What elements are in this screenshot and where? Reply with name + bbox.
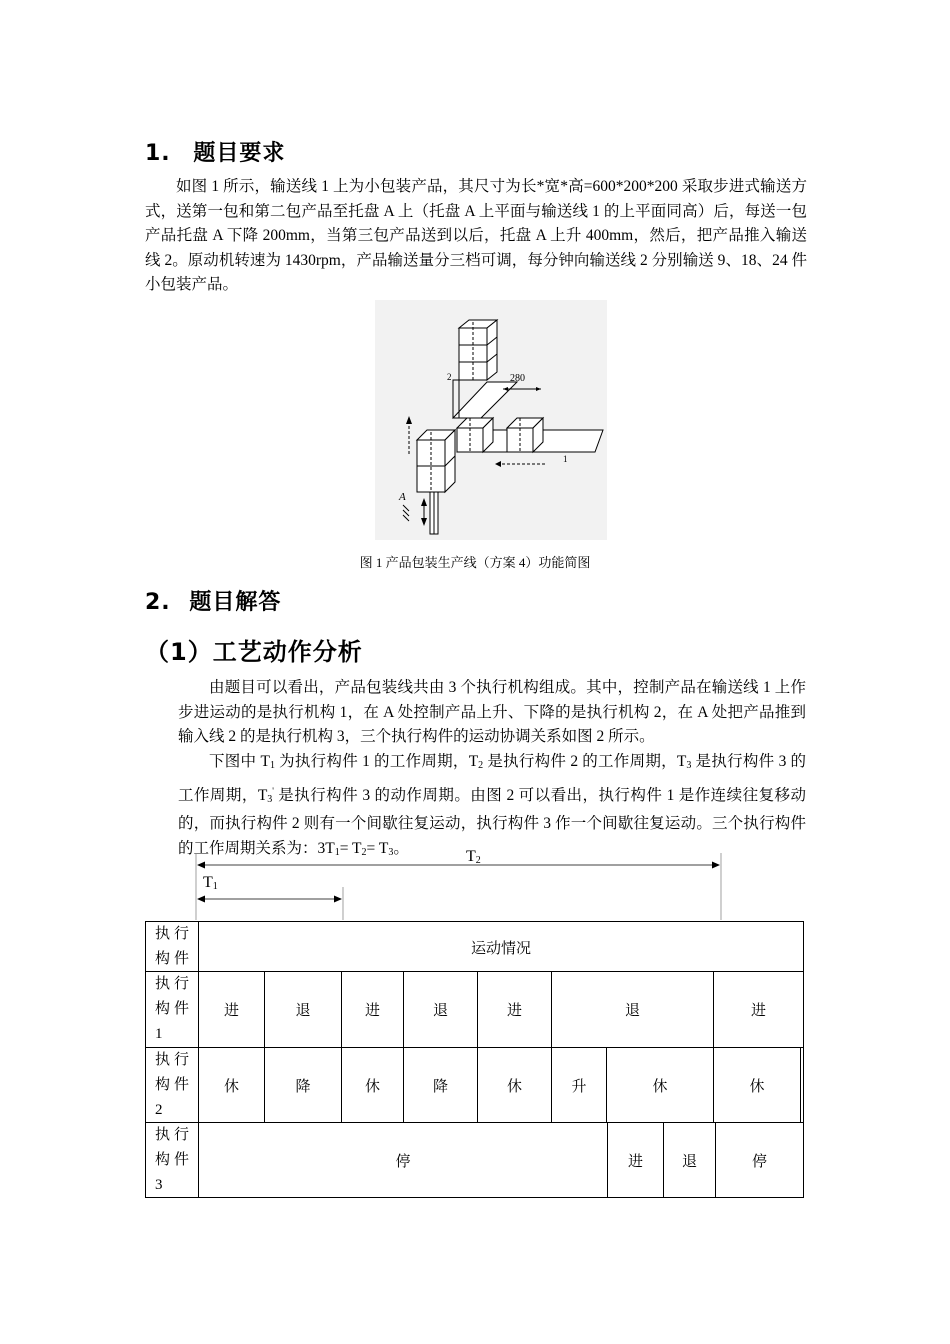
subsection-1-heading: （1）工艺动作分析 <box>145 638 363 666</box>
cell-r3-c2: 进 <box>627 1154 643 1170</box>
cell-r2-c2: 降 <box>295 1078 311 1095</box>
cell-r1-c6: 退 <box>624 1003 640 1019</box>
cell-r1-c2: 退 <box>295 1003 311 1019</box>
cell-r1-c1: 进 <box>223 1003 239 1019</box>
section-1-number: 1. <box>145 141 171 166</box>
table-row-component-1: 执行构件 1 <box>155 976 194 1042</box>
line-2-label: 2 <box>447 372 452 382</box>
dimension-280: 280 <box>510 373 525 384</box>
table-header-motion: 运动情况 <box>470 940 531 957</box>
cell-r3-c3: 退 <box>681 1154 697 1170</box>
section-2-title: 题目解答 <box>189 590 282 615</box>
line-1-label: 1 <box>563 454 568 464</box>
cell-r3-c4: 停 <box>751 1154 767 1170</box>
cell-r1-c4: 退 <box>432 1003 448 1019</box>
section-2-number: 2. <box>145 590 171 615</box>
figure-1-caption: 图 1 产品包装生产线（方案 4）功能简图 <box>359 555 591 570</box>
cell-r2-c8: 休 <box>749 1078 765 1095</box>
cell-r1-c5: 进 <box>506 1003 522 1019</box>
cell-r1-c3: 进 <box>364 1003 380 1019</box>
cell-r3-c1: 停 <box>395 1154 411 1170</box>
table-row-component-3: 执行构件 3 <box>155 1127 194 1193</box>
t2-label: $T_2$ <box>466 848 481 866</box>
cell-r2-c7: 休 <box>652 1078 668 1095</box>
t1-label: $T_1$ <box>203 874 218 892</box>
analysis-paragraph-1: 由题目可以看出，产品包装线共由 3 个执行机构组成。其中，控制产品在输送线 1 上作步进运动的是执行机构 1，在 A 处控制产品上升、下降的是执行机构 2，在 A 处把产品推到输入线 2 的是执行机构 3，三个执行构件的运动协调关系如图 2 所示。 <box>178 679 806 745</box>
cell-r1-c7: 进 <box>750 1003 766 1019</box>
table-row-component-2: 执行构件 2 <box>155 1052 194 1118</box>
cell-r2-c6: 升 <box>571 1078 587 1095</box>
cell-r2-c3: 休 <box>364 1078 380 1095</box>
cell-r2-c5: 休 <box>506 1078 522 1095</box>
section-1-title: 题目要求 <box>193 141 286 166</box>
cell-r2-c1: 休 <box>223 1078 239 1095</box>
table-header-component: 执行构件 <box>155 926 194 967</box>
tray-a-label: A <box>399 491 406 503</box>
cell-r2-c4: 降 <box>432 1078 448 1095</box>
analysis-paragraph-2: 下图中 $T_1$ 为执行构件 1 的工作周期，$T_2$ 是执行构件 2 的工作周期，$T_3$ 是执行构件 3 的工作周期，$T_3'$ 是执行构件 3 的动作周期。由图 2 可以看出，执行构件 1 是作连续往复移动的，而执行构件 2 则有一个间歇往复运动，执行构件 3 作一个间歇往复运动。三个执行构件的工作周期关系为：$3T_1= T_2= T_3$。 <box>178 753 806 858</box>
intro-paragraph: 如图 1 所示，输送线 1 上为小包装产品，其尺寸为长*宽*高=600*200*200 采取步进式输送方式，送第一包和第二包产品至托盘 A 上（托盘 A 上平面与输送线 1 的上平面同高）后，每送一包产品托盘 A 下降 200mm，当第三包产品送到以后，托盘 A 上升 400mm，然后，把产品推入输送线 2。原动机转速为 1430rpm，产品输送量分三档可调，每分钟向输送线 2 分别输送 9、18、24 件小包装产品。 <box>145 178 807 293</box>
